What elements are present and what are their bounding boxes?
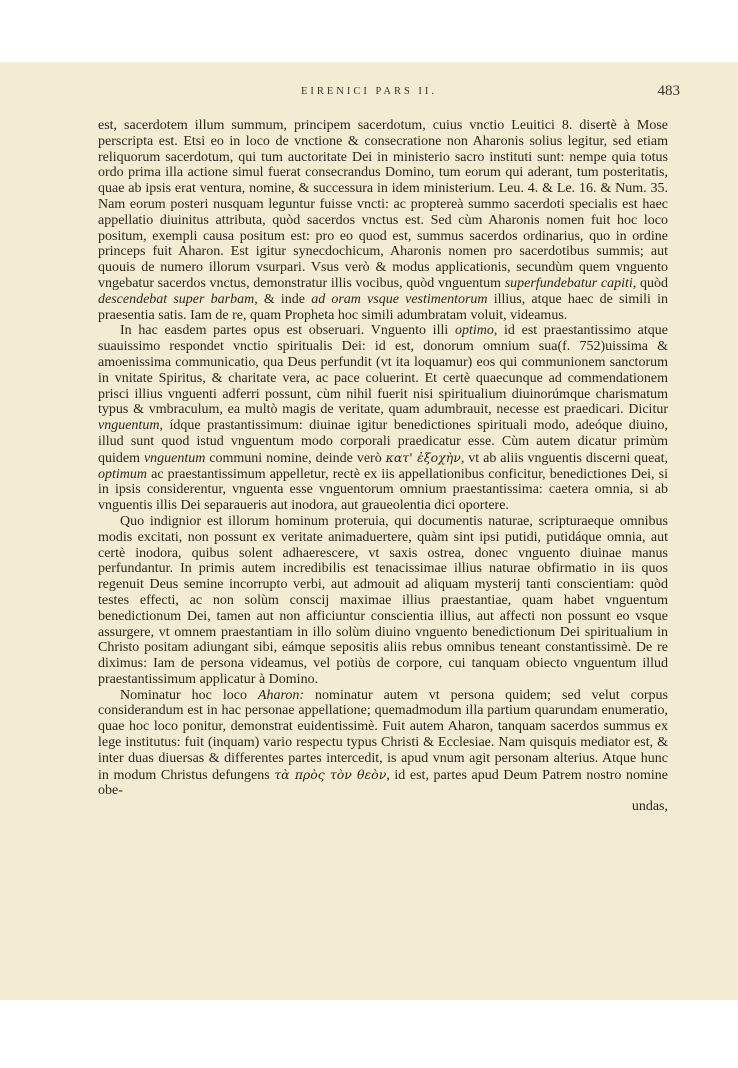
text-run: communi nomine, deinde verò bbox=[205, 450, 386, 466]
text-run: est, sacerdotem illum summum, principem sacerdotum, cuius vnctio Leuitici 8. disertè à Mose perscripta est. Etsi eo in loco de vnctione & consecratione non Aharonis solius legitur, sed etiam reliquorum sacerdotum, qui tum auctoritate Dei in ministerio sacro instituti sunt: nempe quia totus ordo prima illa actione simul fuerat consecrandus Domino, tum eorum qui aderant, tum posteritatis, quae ab ipsis erat ventura, nomine, & successura in idem ministerium. Leu. 4. & Le. 16. & Num. 35. Nam eorum posteri nusquam leguntur fuisse vncti: ac proptereà summo sacerdoti specialis est haec appellatio diuinitus attributa, quòd sacerdos vnctus est. Sed cùm Aharonis nomen fuit hoc loco positum, exempli causa positum est: pro eo quod est, summus sacerdos ordinarius, quo in ordine princeps fuit Aharon. Est igitur synecdochicum, Aharonis nomen pro sacerdotibus summis; aut quouis de numero illorum vsurpari. Vsus verò & modus applicationis, secundùm quem vnguento vngebatur sacerdos vnctus, demonstratur illis vocibus, quòd vnguentum bbox=[98, 118, 668, 291]
text-run: nominatur autem vt persona quidem; sed velut corpus considerandum est in hac personae appellatione; quemadmodum illa partium quarundam enumeratio, quae hoc loco ponitur, demonstrat euidentissimè. Fuit autem Aharon, tanquam sacerdos summus ex lege institutus: fuit (inquam) vario respectu typus Christi & Ecclesiae. Nam quisquis mediator est, & inter duas diuersas & differentes partes intercedit, is apud vnum agit personam alterius. Atque hunc in modum Christus defungens bbox=[98, 687, 668, 783]
text-run: , id est, partes apud Deum Patrem nostro nomine obe- bbox=[98, 767, 668, 799]
paragraph-3: Quo indignior est illorum hominum proteruia, qui documentis naturae, scripturaeque omnibus modis excitati, non possunt ex veritate animaduertere, quàm sint ipsi putidi, putidáque omnia, aut certè inodora, quibus solent adhaerescere, vt saxis ostrea, donec vnguento diuinae manus perfundantur. In primis autem incredibilis est tenacissimae illius naturae obfirmatio in iis quos regenuit Deus semine incorrupto verbi, aut admouit ad aliquam mysterij tanti conscientiam: quòd testes effecti, ac non solùm conscij maximae illius praestantiae, quam habet vnguentum benedictionum Dei, tamen aut non afficiuntur conscientia illius, aut affecti non possunt eo vsque assurgere, vt omnem praestantiam in illo solùm diuino vnguento benedictionum Dei spiritualium in Christo positam adiungant sibi, eámque sepositis aliis rebus omnibus teneant constantissimè. De re diximus: Iam de persona videamus, vel potiùs de corpore, cui tanquam obiecto vnguentum illud praestantissimum applicatur à Domino. bbox=[98, 513, 668, 687]
italic-phrase: Aharon: bbox=[257, 687, 305, 703]
paragraph-4 bbox=[98, 688, 668, 800]
italic-phrase: superfundebatur capiti bbox=[504, 275, 633, 291]
italic-phrase: optimo bbox=[454, 323, 494, 339]
text-run: Nominatur hoc loco bbox=[120, 687, 258, 703]
text-run: , id est praestantissimo atque suauissimo respondet vnctio spiritualis Dei: id est, donorum omnium sua(f. 752)uissima & amoenissima communicatio, qua Deus perfundit (vt ita loquamur) eos qui communionem sanctorum in vnitate Spiritus, & charitate vera, ac pace coluerint. Et certè quaecunque ad commendationem prisci illius vnguenti adferri possunt, cùm nihil fuerit nisi spiritualium diuinorúmque charismatum typus & vmbraculum, ea multò magis de veritate, quam adumbrauit, necesse est praedicari. Dicitur bbox=[98, 323, 668, 418]
body-text bbox=[98, 118, 668, 815]
text-run: , quòd bbox=[632, 275, 669, 291]
text-run: , & inde bbox=[254, 291, 312, 307]
paragraph-2 bbox=[98, 323, 668, 514]
text-run: ac praestantissimum appelletur, rectè ex iis appellationibus conficitur, benedictiones Dei, si in ipsis considerentur, vnguenta esse vnguentorum omnium praestantissima: caetera omnia, si ab vnguentis illis Dei separaueris aut inodora, aut graueolentia dici oportere. bbox=[98, 466, 668, 514]
italic-phrase: vnguentum bbox=[98, 418, 160, 434]
page-header bbox=[0, 83, 738, 106]
italic-phrase: descendebat super barbam bbox=[98, 291, 255, 307]
text-run: illius, atque haec de simili in praesentia satis. Iam de re, quam Propheta hoc simili adumbratam voluit, videamus. bbox=[98, 291, 668, 323]
greek-phrase: κατ' ἐξοχὴν bbox=[385, 449, 461, 465]
text-run: , ídque prastantissimum: diuinae igitur benedictiones spirituali modo, adeóque diuino, illud sunt quod istud vnguentum modo corporali praedicatur esse. Cùm autem dicatur primùm quidem bbox=[98, 418, 668, 466]
italic-phrase: ad oram vsque vestimentorum bbox=[311, 291, 488, 307]
page-number: 483 bbox=[657, 83, 680, 99]
paragraph-1 bbox=[98, 118, 668, 323]
italic-phrase: vnguentum bbox=[143, 450, 206, 466]
italic-phrase: optimum bbox=[98, 466, 147, 482]
text-run: In hac easdem partes opus est obseruari. Vnguento illi bbox=[120, 323, 455, 339]
text-run: , vt ab aliis vnguentis discerni queat, bbox=[460, 450, 668, 466]
catchword: undas, bbox=[631, 799, 668, 815]
greek-phrase: τὰ πρὸς τὸν θεὸν bbox=[274, 766, 387, 782]
running-head: EIRENICI PARS II. bbox=[300, 86, 438, 97]
